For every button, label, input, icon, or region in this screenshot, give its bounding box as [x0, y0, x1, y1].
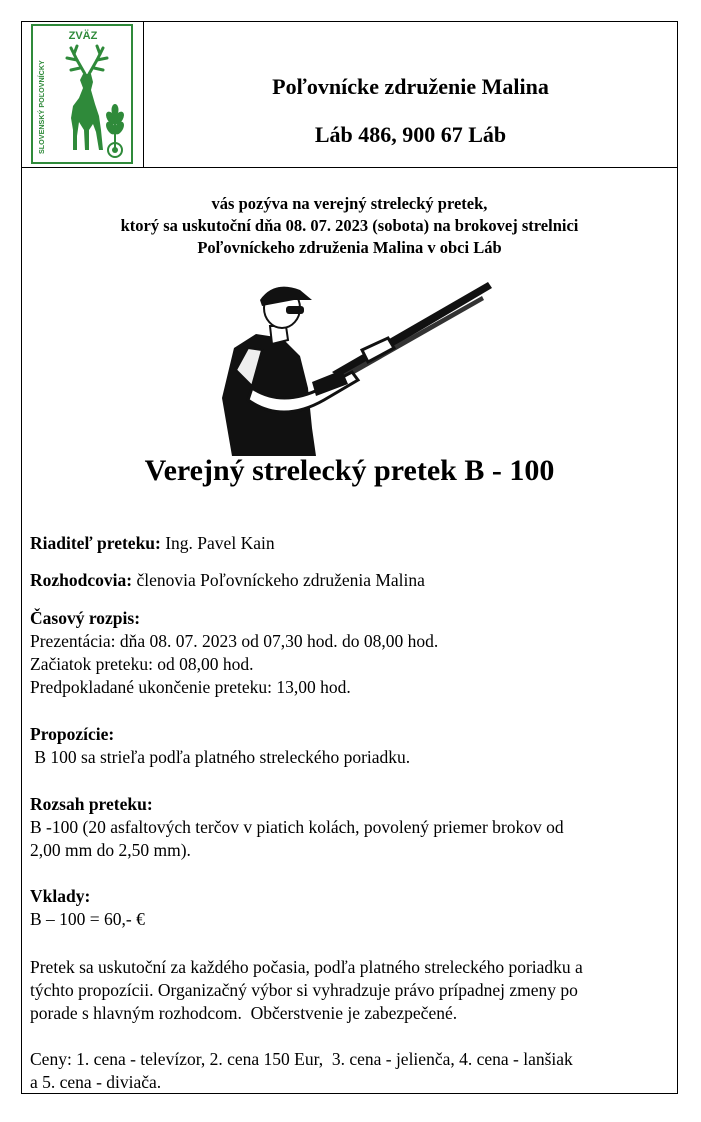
invitation-line-3: Poľovníckeho združenia Malina v obci Láb — [197, 238, 502, 257]
director-value: Ing. Pavel Kain — [160, 533, 275, 553]
prizes-section — [30, 1048, 573, 1094]
scope-line: 2,00 mm do 2,50 mm). — [30, 840, 191, 860]
scope-label: Rozsah preteku: — [30, 794, 153, 814]
referees-section — [30, 569, 425, 592]
notes-line: týchto propozícii. Organizačný výbor si vyhradzuje právo prípadnej zmeny po — [30, 980, 578, 1000]
schedule-line: Predpokladané ukončenie preteku: 13,00 hod. — [30, 677, 351, 697]
notes-line: porade s hlavným rozhodcom. Občerstvenie je zabezpečené. — [30, 1003, 458, 1023]
prizes-line: Ceny: 1. cena - televízor, 2. cena 150 Eur, 3. cena - jelienča, 4. cena - lanšiak — [30, 1049, 573, 1069]
schedule-section — [30, 607, 438, 699]
invitation-line-1: vás pozýva na verejný strelecký pretek, — [211, 194, 488, 213]
propositions-line: B 100 sa strieľa podľa platného streleckého poriadku. — [30, 747, 411, 767]
fees-section — [30, 885, 145, 931]
propositions-section — [30, 723, 410, 769]
director-label: Riaditeľ preteku: — [30, 533, 161, 553]
director-section — [30, 532, 275, 555]
propositions-label: Propozície: — [30, 724, 115, 744]
schedule-line: Začiatok preteku: od 08,00 hod. — [30, 654, 254, 674]
scope-section — [30, 793, 564, 862]
notes-section — [30, 956, 583, 1025]
invitation-line-2: ktorý sa uskutoční dňa 08. 07. 2023 (sobota) na brokovej strelnici — [120, 216, 579, 235]
organization-name: Poľovnícke združenie Malina — [272, 74, 549, 99]
shooter-with-shotgun-icon — [212, 278, 494, 456]
referees-label: Rozhodcovia: — [30, 570, 133, 590]
logo-text-top: ZVÄZ — [68, 30, 98, 42]
fees-label: Vklady: — [30, 886, 91, 906]
document-frame — [21, 21, 678, 1094]
shooter-illustration — [212, 278, 494, 456]
fees-line: B – 100 = 60,- € — [30, 909, 145, 929]
logo-text-side: SLOVENSKÝ POĽOVNÍCKY — [37, 60, 46, 154]
organization-address: Láb 486, 900 67 Láb — [314, 122, 507, 147]
header-divider — [21, 167, 678, 168]
hunting-association-logo — [31, 24, 133, 164]
event-title: Verejný strelecký pretek B - 100 — [144, 454, 555, 487]
notes-line: Pretek sa uskutoční za každého počasia, podľa platného streleckého poriadku a — [30, 957, 583, 977]
schedule-label: Časový rozpis: — [30, 608, 141, 628]
invitation-text — [21, 193, 678, 259]
prizes-line: a 5. cena - diviača. — [30, 1072, 162, 1092]
scope-line: B -100 (20 asfaltových terčov v piatich kolách, povolený priemer brokov od — [30, 817, 564, 837]
deer-icon — [33, 26, 131, 162]
referees-value: členovia Poľovníckeho združenia Malina — [132, 570, 425, 590]
schedule-line: Prezentácia: dňa 08. 07. 2023 od 07,30 hod. do 08,00 hod. — [30, 631, 439, 651]
